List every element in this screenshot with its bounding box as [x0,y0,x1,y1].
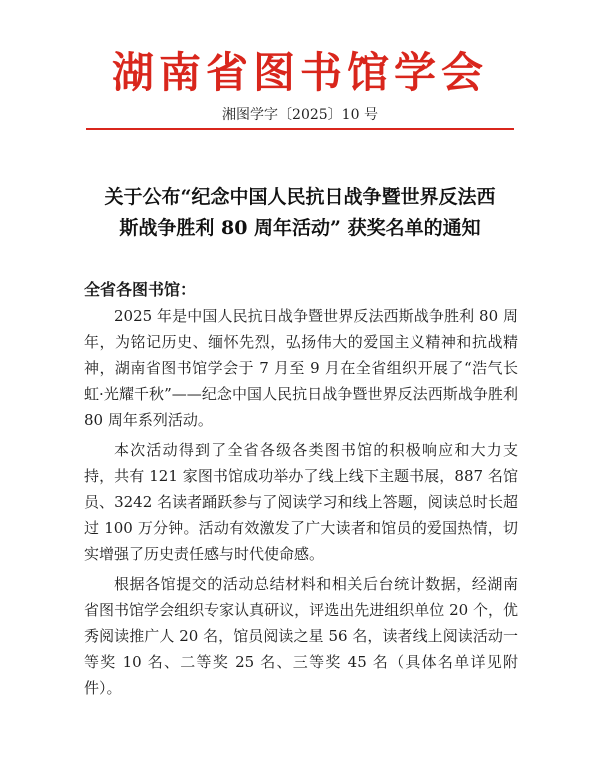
notice-title-line-2: 斯战争胜利 80 周年活动” 获奖名单的通知 [119,217,481,239]
notice-title-line-1: 关于公布“纪念中国人民抗日战争暨世界反法西 [104,186,496,208]
organization-title: 湖南省图书馆学会 [111,48,488,97]
red-divider-line [86,128,514,130]
body-paragraph-3: 根据各馆提交的活动总结材料和相关后台统计数据，经湖南省图书馆学会组织专家认真研议，评选出先进组织单位 20 个，优秀阅读推广人 20 名，馆员阅读之星 56 名，读者线上阅读活动一等奖 10 名、二等奖 25 名、三等奖 45 名（具体名单详见附件）。 [84,575,518,697]
document-number: 湘图学字〔2025〕10 号 [222,107,378,123]
body-paragraph-2: 本次活动得到了全省各级各类图书馆的积极响应和大力支持，共有 121 家图书馆成功举办了线上线下主题书展，887 名馆员、3242 名读者踊跃参与了阅读学习和线上答题，阅读总时长超过 100 万分钟。活动有效激发了广大读者和馆员的爱国热情，切实增强了历史责任感与时代使命感。 [84,441,518,563]
notice-title [70,182,530,244]
salutation: 全省各图书馆： [84,280,197,299]
body-paragraph-1: 2025 年是中国人民抗日战争暨世界反法西斯战争胜利 80 周年，为铭记历史、缅怀先烈，弘扬伟大的爱国主义精神和抗战精神，湖南省图书馆学会于 7 月至 9 月在全省组织开展了“浩气长虹·光耀千秋”——纪念中国人民抗日战争暨世界反法西斯战争胜利 80 周年系列活动。 [84,307,518,429]
notice-body [84,303,518,701]
